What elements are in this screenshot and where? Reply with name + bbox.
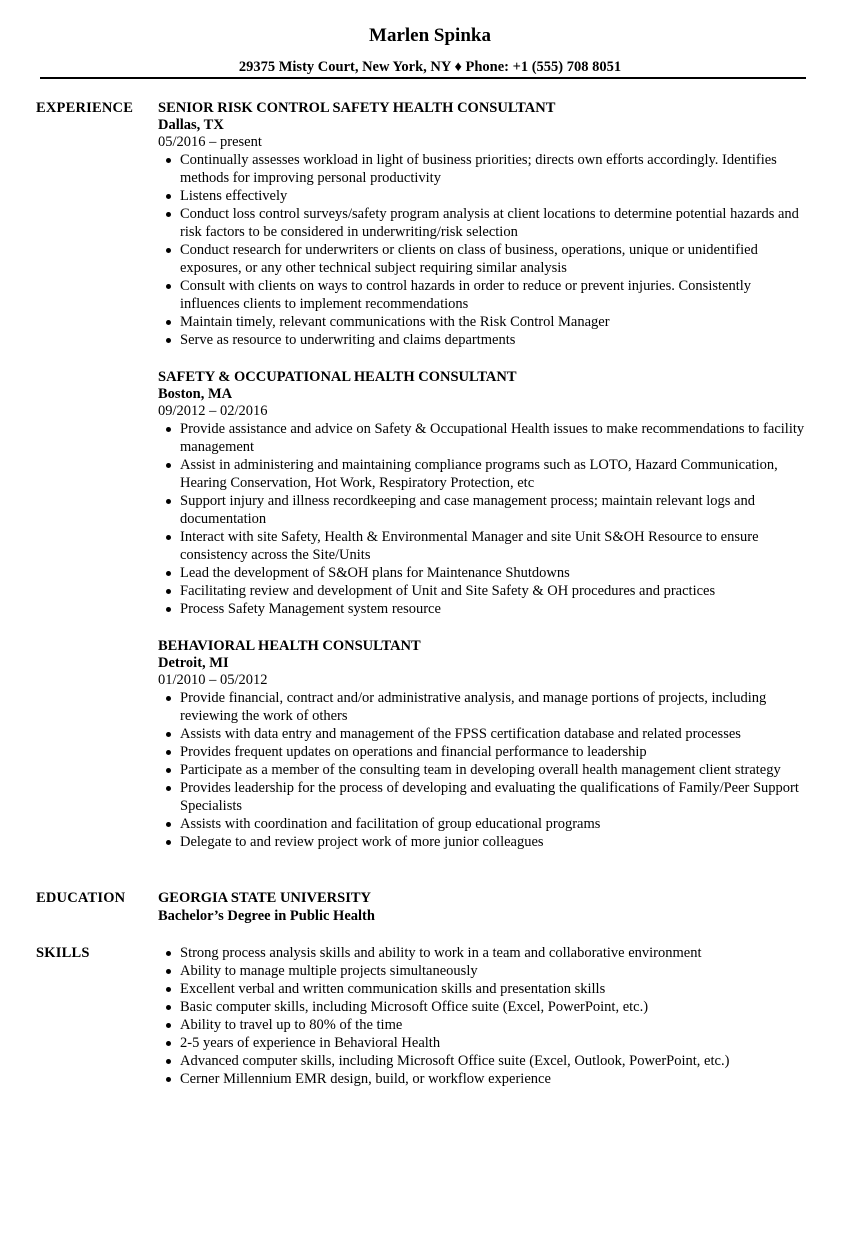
bullet-item: Support injury and illness recordkeeping and case management process; maintain relevant logs and documentation [180,492,808,528]
experience-list [158,99,808,870]
degree: Bachelor’s Degree in Public Health [158,908,375,924]
candidate-name: Marlen Spinka [369,25,491,46]
skill-item: Cerner Millennium EMR design, build, or workflow experience [180,1070,808,1088]
job-entry [158,637,808,851]
skill-item: 2-5 years of experience in Behavioral Health [180,1034,808,1052]
bullet-item: Assist in administering and maintaining compliance programs such as LOTO, Hazard Communication, Hearing Conservation, Hot Work, Respiratory Protection, etc [180,456,808,492]
job-dates: 09/2012 – 02/2016 [158,403,268,419]
bullet-item: Process Safety Management system resource [180,600,808,618]
skill-item: Basic computer skills, including Microsoft Office suite (Excel, PowerPoint, etc.) [180,998,808,1016]
job-bullets [158,420,808,618]
job-entry [158,99,808,349]
job-location: Detroit, MI [158,655,229,671]
bullet-item: Interact with site Safety, Health & Environmental Manager and site Unit S&OH Resource to ensure consistency across the Site/Units [180,528,808,564]
job-dates: 01/2010 – 05/2012 [158,672,268,688]
education-body [158,889,808,925]
bullet-item: Consult with clients on ways to control hazards in order to reduce or prevent injuries. Consistently influences clients to implement recommendations [180,277,808,313]
bullet-item: Delegate to and review project work of more junior colleagues [180,833,808,851]
skill-item: Strong process analysis skills and ability to work in a team and collaborative environment [180,944,808,962]
education-heading: EDUCATION [36,890,126,906]
bullet-item: Continually assesses workload in light of business priorities; directs own efforts accordingly. Identifies methods for improving personal productivity [180,151,808,187]
header-divider [40,77,806,79]
bullet-item: Listens effectively [180,187,808,205]
bullet-item: Provides frequent updates on operations and financial performance to leadership [180,743,808,761]
skill-item: Ability to travel up to 80% of the time [180,1016,808,1034]
job-title: BEHAVIORAL HEALTH CONSULTANT [158,638,421,654]
job-title: SAFETY & OCCUPATIONAL HEALTH CONSULTANT [158,369,517,385]
bullet-item: Assists with coordination and facilitation of group educational programs [180,815,808,833]
bullet-item: Participate as a member of the consulting team in developing overall health management client strategy [180,761,808,779]
skills-body [158,944,808,1088]
bullet-item: Serve as resource to underwriting and claims departments [180,331,808,349]
bullet-item: Conduct research for underwriters or clients on class of business, operations, unique or unidentified exposures, or any other technical subject requiring similar analysis [180,241,808,277]
job-dates: 05/2016 – present [158,134,262,150]
skill-item: Excellent verbal and written communication skills and presentation skills [180,980,808,998]
bullet-item: Lead the development of S&OH plans for Maintenance Shutdowns [180,564,808,582]
contact-line: 29375 Misty Court, New York, NY ♦ Phone: +1 (555) 708 8051 [238,59,622,75]
job-location: Boston, MA [158,386,233,402]
job-entry [158,368,808,618]
school-name: GEORGIA STATE UNIVERSITY [158,890,371,906]
skill-item: Advanced computer skills, including Microsoft Office suite (Excel, Outlook, PowerPoint, etc.) [180,1052,808,1070]
job-title: SENIOR RISK CONTROL SAFETY HEALTH CONSULTANT [158,100,556,116]
skills-list [158,944,808,1088]
skill-item: Ability to manage multiple projects simultaneously [180,962,808,980]
bullet-item: Provides leadership for the process of developing and evaluating the qualifications of Family/Peer Support Specialists [180,779,808,815]
bullet-item: Maintain timely, relevant communications with the Risk Control Manager [180,313,808,331]
job-bullets [158,689,808,851]
job-location: Dallas, TX [158,117,224,133]
bullet-item: Facilitating review and development of Unit and Site Safety & OH procedures and practices [180,582,808,600]
bullet-item: Provide assistance and advice on Safety & Occupational Health issues to make recommendations to facility management [180,420,808,456]
experience-heading: EXPERIENCE [36,100,134,116]
bullet-item: Conduct loss control surveys/safety program analysis at client locations to determine potential hazards and risk factors to be considered in underwriting/risk selection [180,205,808,241]
skills-heading: SKILLS [36,945,90,961]
bullet-item: Provide financial, contract and/or administrative analysis, and manage portions of projects, including reviewing the work of others [180,689,808,725]
bullet-item: Assists with data entry and management of the FPSS certification database and related processes [180,725,808,743]
job-bullets [158,151,808,349]
